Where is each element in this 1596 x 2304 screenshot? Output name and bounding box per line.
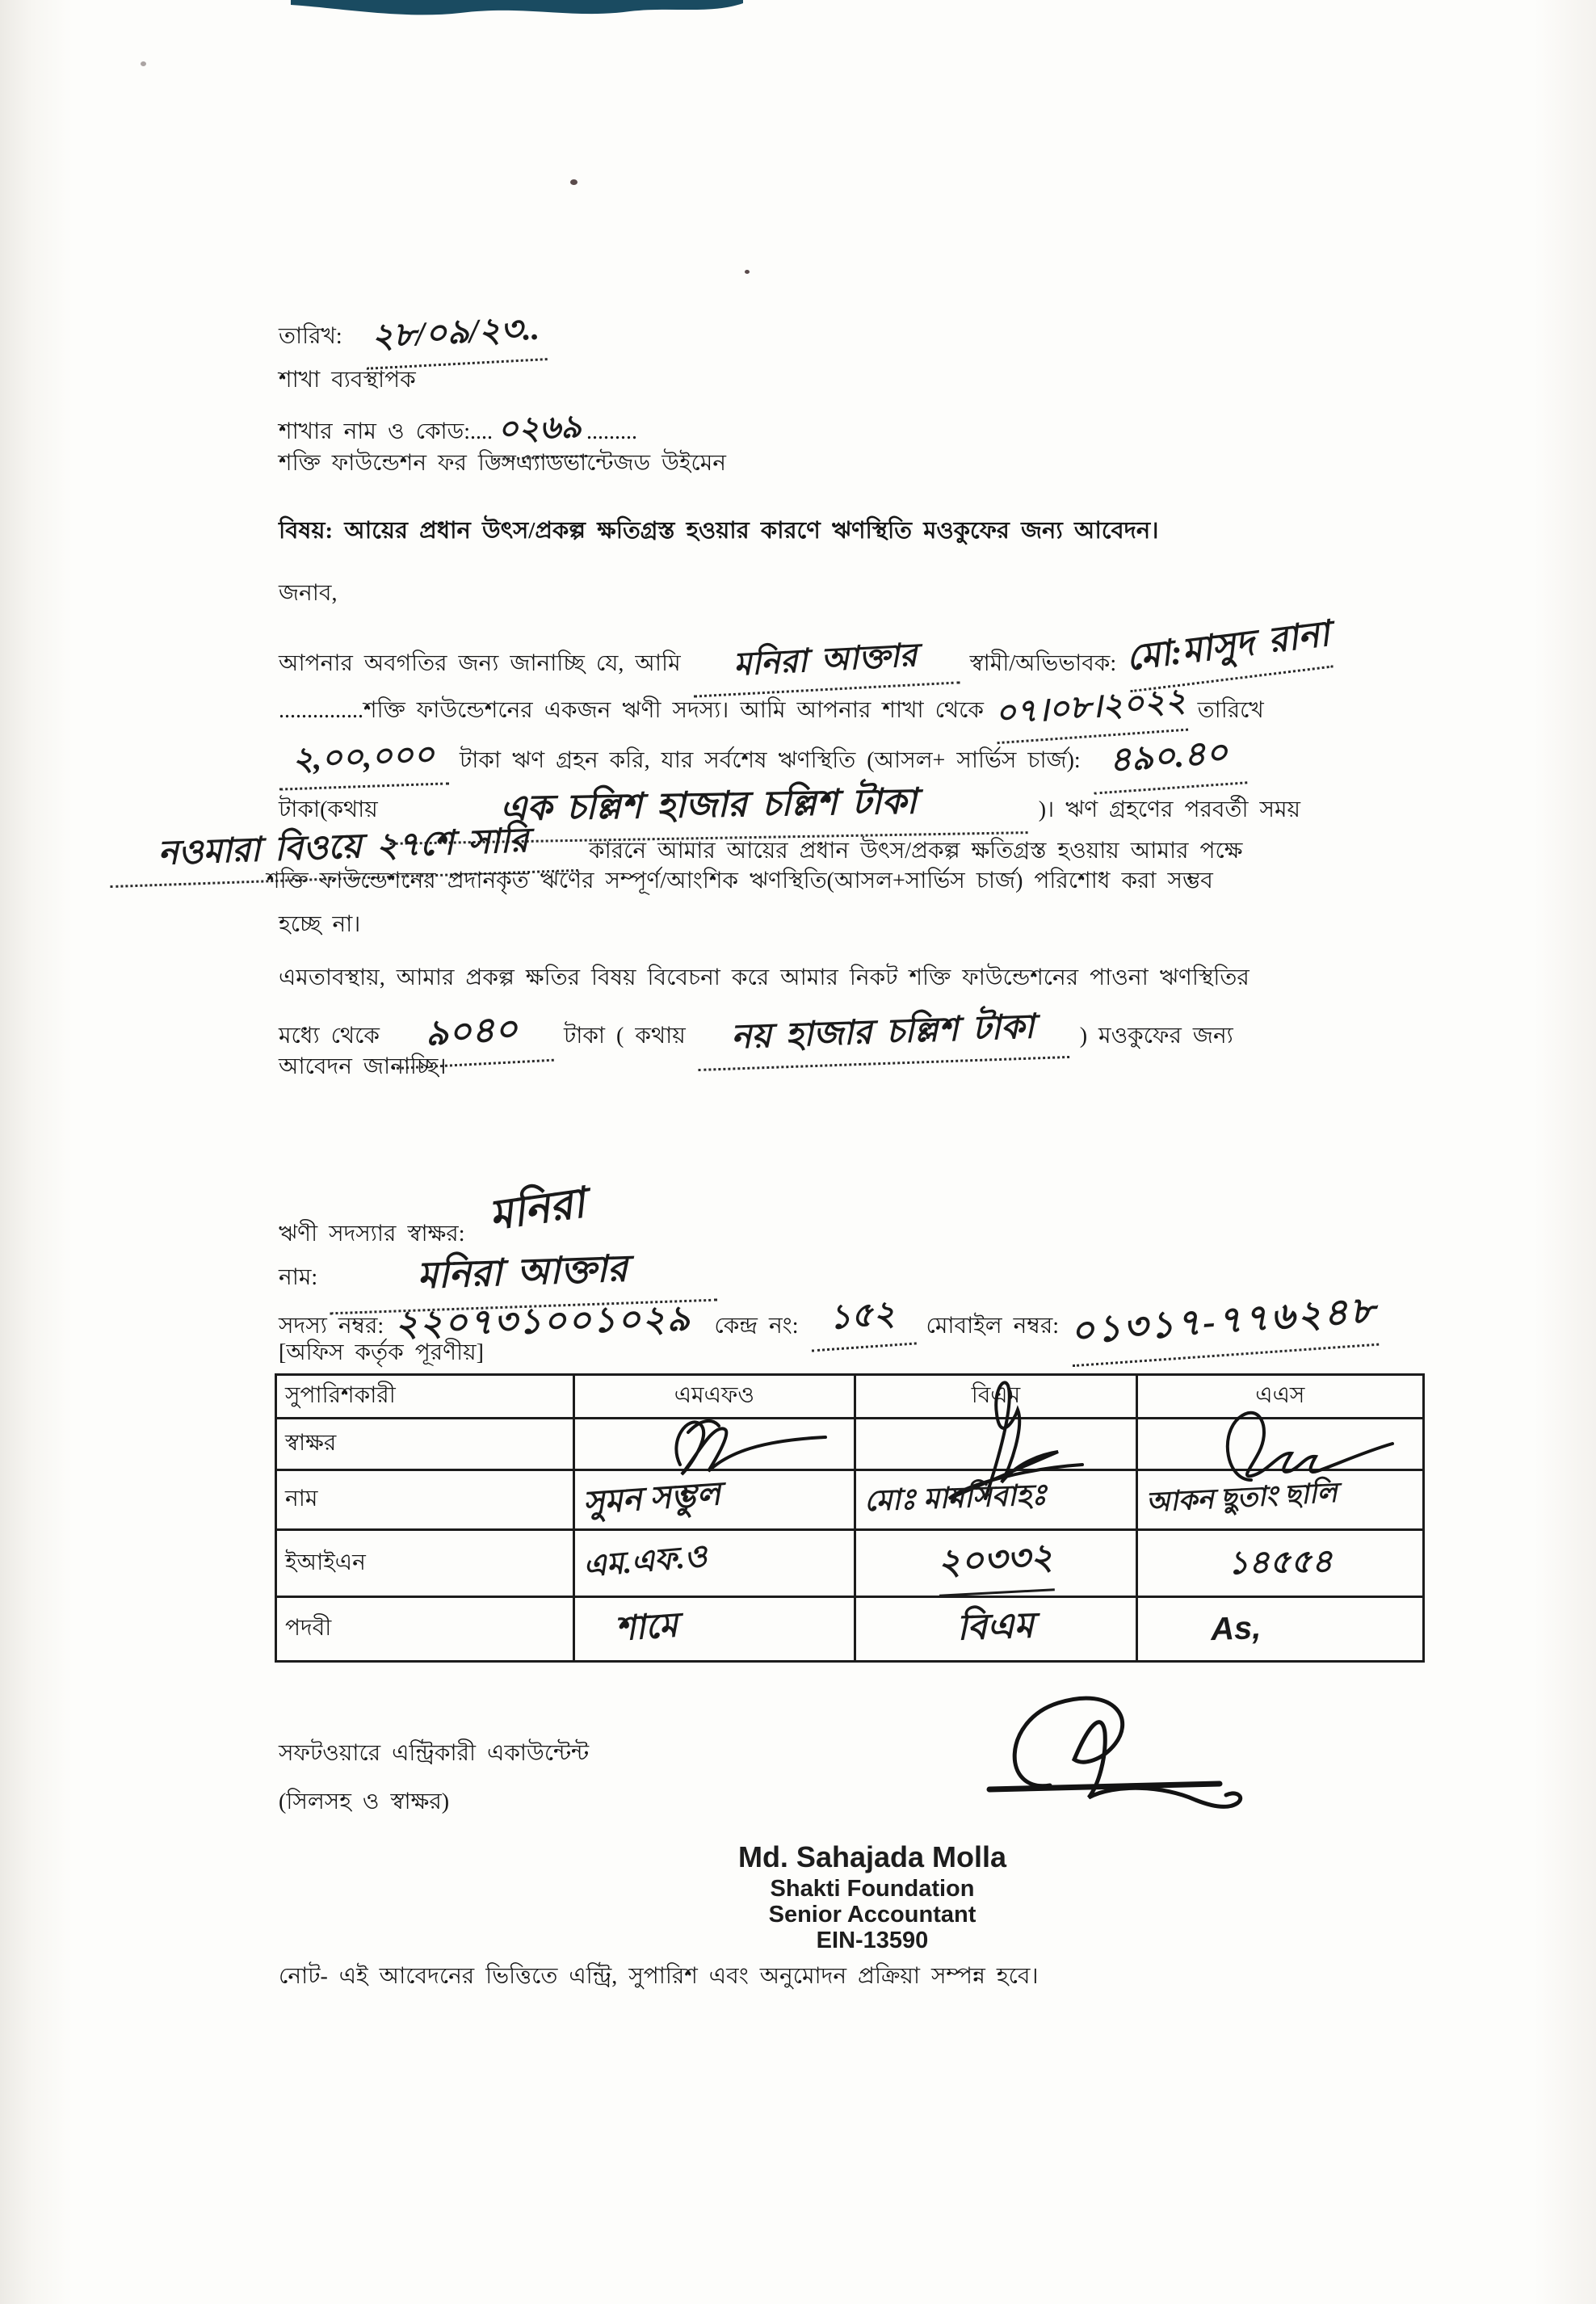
member-no-label: সদস্য নম্বর: — [279, 1314, 384, 1339]
mfo-ein-cell — [573, 1530, 855, 1597]
accountant-label: সফটওয়ারে এন্ট্রিকারী একাউন্টেন্ট — [279, 1741, 590, 1766]
para1-line2-text-a: ...............শক্তি ফাউন্ডেশনের একজন ঋণী সদস্য। আমি আপনার শাখা থেকে — [279, 698, 984, 723]
member-sig-label: ঋণী সদস্যার স্বাক্ষর: — [279, 1221, 465, 1247]
addressee: শাখা ব্যবস্থাপক — [279, 368, 416, 393]
mobile-no-handwritten: ০১৩১৭-৭৭৬২৪৮ — [1069, 1282, 1380, 1367]
para2-line2-text-c: ) মওকুফের জন্য — [1079, 1024, 1233, 1049]
balance-handwritten: ৪৯০.৪০ — [1090, 724, 1247, 794]
para2-line1: এমতাবস্থায়, আমার প্রকল্প ক্ষতির বিষয় বিবেচনা করে আমার নিকট শক্তি ফাউন্ডেশনের পাওনা ঋণস্থিতির — [279, 965, 1250, 990]
accountant-signature — [953, 1688, 1252, 1826]
row-header-name: নাম — [276, 1470, 574, 1530]
stamp-name: Md. Sahajada Molla — [737, 1840, 1007, 1873]
bm-ein-handwritten: ২০৩৩২ — [936, 1529, 1055, 1596]
row-header-designation: পদবী — [276, 1597, 574, 1662]
mfo-signature-cell — [573, 1419, 855, 1470]
as-name-cell — [1136, 1470, 1423, 1530]
para1-line4-text-a: টাকা(কথায় — [279, 797, 378, 822]
scan-artifact — [570, 179, 578, 185]
para1-line4-text-b: )। ঋণ গ্রহণের পরবর্তী সময় — [1038, 797, 1300, 822]
as-designation-handwritten: As, — [1209, 1609, 1262, 1648]
bottom-note: নোট- এই আবেদনের ভিত্তিতে এন্ট্রি, সুপারিশ এবং অনুমোদন প্রক্রিয়া সম্পন্ন হবে। — [279, 1964, 1039, 1989]
para1-line1-text-b: স্বামী/অভিভাবক: — [969, 651, 1117, 676]
para1-line2-text-b: তারিখে — [1197, 698, 1264, 723]
col-header-recommender: সুপারিশকারী — [276, 1375, 574, 1419]
salutation: জনাব, — [279, 581, 338, 606]
date-value-handwritten: ২৮/০৯/২৩.. — [363, 301, 548, 370]
member-signature: মনিরা — [486, 1180, 589, 1240]
as-signature-cell — [1136, 1419, 1423, 1470]
member-name-value-handwritten: মনিরা আক্তার — [328, 1238, 717, 1315]
center-no-label: কেন্দ্র নং: — [714, 1314, 799, 1339]
para2-line3: আবেদন জানাচ্ছি। — [279, 1054, 447, 1079]
mobile-no-label: মোবাইল নম্বর: — [926, 1314, 1060, 1339]
table-row-signature — [276, 1419, 1424, 1470]
balance-words-handwritten: এক চল্লিশ হাজার চল্লিশ টাকা — [388, 772, 1027, 845]
mfo-name-cell — [573, 1470, 855, 1530]
member-no-handwritten: ২২০৭৩১০০১০২৯ — [394, 1298, 692, 1344]
para1-line7: হচ্ছে না। — [279, 912, 361, 937]
member-name-label: নাম: — [279, 1265, 318, 1290]
mfo-designation-cell — [573, 1597, 855, 1662]
table-row-designation — [276, 1597, 1424, 1662]
date-line — [279, 305, 546, 365]
col-header-bm: বিএম — [855, 1375, 1137, 1419]
org-name: শক্তি ফাউন্ডেশন ফর ডিসএ্যাডভান্টেজড উইমেন — [279, 451, 726, 476]
as-ein-handwritten: ১৪৫৫৪ — [1227, 1542, 1334, 1581]
guardian-name-handwritten: মো:মাসুদ রানা — [1124, 607, 1334, 692]
scan-artifact — [141, 61, 146, 66]
table-row-name — [276, 1470, 1424, 1530]
office-fill-note: [অফিস কর্তৃক পূরণীয়] — [279, 1340, 484, 1365]
branch-label: শাখার নাম ও কোড:.... — [279, 419, 494, 444]
bm-ein-cell — [855, 1530, 1137, 1597]
as-name-handwritten: আকন ছুতাং ছালি — [1144, 1478, 1338, 1519]
subject-line: বিষয়: আয়ের প্রধান উৎস/প্রকল্প ক্ষতিগ্রস্ত হওয়ার কারণে ঋণস্থিতি মওকুফের জন্য আবেদন। — [279, 518, 1159, 544]
loan-amount-handwritten: ২,০০,০০০ — [278, 728, 449, 790]
para1-line5-text: কারনে আমার আয়ের প্রধান উৎস/প্রকল্প ক্ষতিগ্রস্ত হওয়ায় আমার পক্ষে — [589, 839, 1243, 864]
bm-designation-handwritten: বিএম — [956, 1605, 1035, 1648]
waive-words-handwritten: নয় হাজার চল্লিশ টাকা — [696, 999, 1069, 1071]
mfo-name-handwritten: সুমন সম্ভুল — [582, 1475, 722, 1521]
bm-signature-cell — [855, 1419, 1137, 1470]
branch-dots: ......... — [586, 419, 638, 444]
stamp-ein: EIN-13590 — [816, 1928, 929, 1953]
bm-name-handwritten: মোঃ মামসিবাহঃ — [863, 1478, 1048, 1517]
scan-artifact — [745, 270, 750, 274]
col-header-as: এএস — [1136, 1375, 1423, 1419]
para2-line2-text-b: টাকা ( কথায় — [563, 1024, 686, 1049]
stamp-title: Senior Accountant — [768, 1902, 976, 1928]
scan-top-blob — [291, 0, 743, 24]
waive-amount-handwritten: ৯০৪০ — [389, 1000, 554, 1070]
col-header-mfo: এমএফও — [573, 1375, 855, 1419]
para1-line3-text: টাকা ঋণ গ্রহন করি, যার সর্বশেষ ঋণস্থিতি (আসল+ সার্ভিস চার্জ): — [460, 748, 1081, 773]
loan-date-handwritten: ০৭।০৮।২০২২ — [993, 675, 1188, 744]
para2-line2-text-a: মধ্যে থেকে — [279, 1024, 380, 1049]
para1-line1-text-a: আপনার অবগতির জন্য জানাচ্ছি যে, আমি — [279, 651, 681, 676]
row-header-signature: স্বাক্ষর — [276, 1419, 574, 1470]
table-row-ein — [276, 1530, 1424, 1597]
mfo-designation-handwritten: শামে — [613, 1607, 679, 1649]
as-ein-cell — [1136, 1530, 1423, 1597]
member-name-handwritten: মনিরা আক্তার — [691, 627, 960, 697]
office-table — [275, 1373, 1425, 1663]
seal-label: (সিলসহ ও স্বাক্ষর) — [279, 1789, 450, 1814]
table-header-row — [276, 1375, 1424, 1419]
bm-designation-cell — [855, 1597, 1137, 1662]
stamp-org: Shakti Foundation — [770, 1876, 975, 1902]
bm-name-cell — [855, 1470, 1137, 1530]
mfo-ein-handwritten: এম.এফ.ও — [581, 1539, 708, 1584]
as-designation-cell — [1136, 1597, 1423, 1662]
reason-handwritten: নওমারা বিওয়ে ২৭শে সারি — [108, 812, 578, 888]
center-no-handwritten: ১৫২ — [808, 1285, 917, 1352]
para1-line6: শক্তি ফাউন্ডেশনের প্রদানকৃত ঋণের সম্পূর্ণ/আংশিক ঋণস্থিতি(আসল+সার্ভিস চার্জ) পরিশোধ করা সম্ভব — [267, 868, 1213, 893]
branch-code-handwritten: ০২৬৯ — [492, 401, 587, 460]
date-label: তারিখ: — [279, 324, 342, 349]
row-header-ein: ইআইএন — [276, 1530, 574, 1597]
